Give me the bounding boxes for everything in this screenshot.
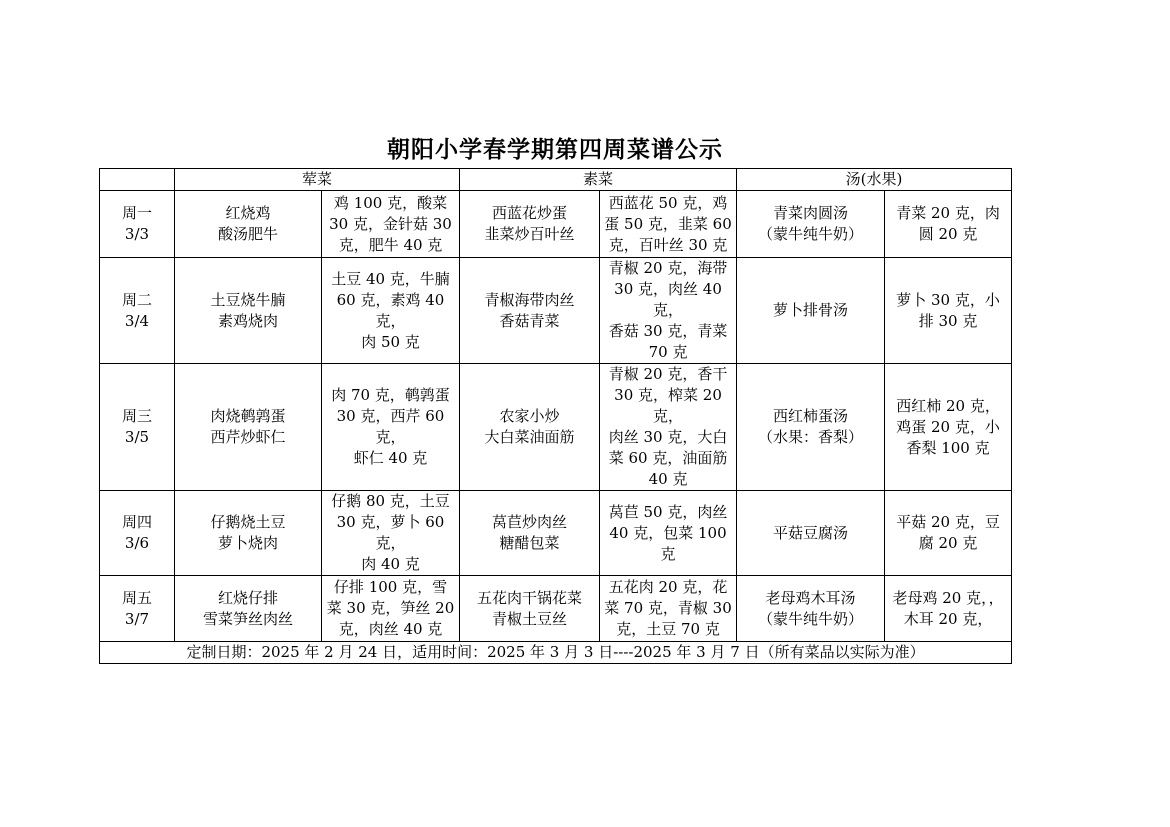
cell-line: 红烧鸡 [225,204,271,222]
cell-line: 青椒 20 克，香干 [608,365,728,383]
cell-line: 西蓝花 50 克，鸡 [608,193,728,212]
cell-line: 红烧仔排 [217,588,278,607]
cell-line: 香菇青菜 [499,311,560,330]
cell-line: 周五 [121,588,152,607]
cell-line: 克，百叶丝 30 克 [608,235,728,254]
cell-line: 青菜肉圆汤 [773,204,849,222]
meat-dishes-cell [175,364,322,491]
meat-quantity-cell [322,576,460,642]
cell-line: 莴苣炒肉丝 [492,513,568,531]
soup-dishes-cell [737,491,885,576]
page-title: 朝阳小学春学期第四周菜谱公示 [387,136,723,163]
cell-line: 周一 [121,204,152,222]
cell-line: （蒙牛纯牛奶） [758,225,864,243]
cell-line: 圆 20 克 [918,225,978,243]
cell-line: 农家小炒 [499,407,560,425]
cell-line: 克，肥牛 40 克 [338,235,443,254]
cell-line: 40 克，包菜 100 [609,523,727,542]
header-soup: 汤(水果) [737,169,1012,191]
cell-line: 青菜 20 克，肉 [896,204,1000,222]
soup-quantity-cell [885,491,1012,576]
day-cell [100,364,175,491]
meat-quantity-cell [322,491,460,576]
veg-quantity-cell [600,364,737,491]
cell-line: 西芹炒虾仁 [210,428,286,446]
header-veg: 素菜 [460,169,737,191]
cell-line: （蒙牛纯牛奶） [758,609,864,628]
cell-line: 3/5 [124,428,150,446]
cell-line: 土豆烧牛腩 [210,290,286,309]
cell-line: 菜 60 克，油面筋 [608,449,728,467]
cell-line: 西红柿蛋汤 [773,407,849,425]
cell-line: 肉 40 克 [361,555,420,573]
table-row [100,191,1012,258]
table-row [100,364,1012,491]
day-cell [100,576,175,642]
day-cell [100,491,175,576]
cell-line: 韭菜炒百叶丝 [484,225,575,243]
cell-line: 酸汤肥牛 [217,225,278,243]
day-cell [100,191,175,258]
cell-line: 肉 50 克 [361,332,420,351]
cell-line: 30 克，榨菜 20 克， [614,386,722,425]
soup-dishes-cell [737,576,885,642]
day-cell [100,258,175,364]
footer-note: 定制日期：2025 年 2 月 24 日，适用时间：2025 年 3 月 3 日----2025 年 3 月 7 日（所有菜品以实际为准） [100,642,1012,664]
cell-line: 仔鹅 80 克，土豆 [331,492,450,510]
meat-dishes-cell [175,191,322,258]
cell-line: 菜 30 克，笋丝 20 [326,599,455,617]
cell-line: 鸡蛋 20 克，小 [896,417,1000,436]
cell-line: 60 克，素鸡 40 克， [336,290,445,330]
soup-quantity-cell [885,191,1012,258]
table-row [100,258,1012,364]
veg-quantity-cell [600,258,737,364]
cell-line: 大白菜油面筋 [484,428,575,446]
cell-line: 青椒土豆丝 [492,609,568,628]
cell-line: 30 克，金针菇 30 [329,214,452,233]
meat-dishes-cell [175,576,322,642]
cell-line: 30 克，肉丝 40 克， [614,280,722,319]
cell-line: 3/4 [124,311,150,330]
cell-line: 周三 [121,407,152,425]
cell-line: 糖醋包菜 [499,534,560,552]
cell-line: 鸡 100 克，酸菜 [333,193,448,212]
cell-line: 莴苣 50 克，肉丝 [608,502,728,521]
cell-line: 克，肉丝 40 克 [338,620,443,638]
cell-line: 菜 70 克，青椒 30 [604,599,732,617]
meat-dishes-cell [175,258,322,364]
cell-line: 老母鸡木耳汤 [765,588,856,607]
cell-line: 萝卜排骨汤 [773,301,849,319]
cell-line: 西蓝花炒蛋 [492,204,568,222]
cell-line: 萝卜烧肉 [217,534,278,552]
header-meat: 荤菜 [175,169,460,191]
cell-line: 3/6 [124,534,150,552]
cell-line: 周四 [121,513,152,531]
menu-table [99,168,1012,664]
meat-dishes-cell [175,491,322,576]
cell-line: 3/7 [124,609,150,628]
soup-quantity-cell [885,576,1012,642]
cell-line: 30 克，西芹 60 克， [336,407,445,446]
cell-line: （水果：香梨） [758,428,864,446]
cell-line: 克，土豆 70 克 [616,620,720,638]
soup-quantity-cell [885,258,1012,364]
cell-line: 周二 [121,290,152,309]
cell-line: 腐 20 克 [918,534,978,552]
cell-line: 香梨 100 克 [906,438,990,457]
cell-line: 西红柿 20 克， [896,396,1000,415]
footer-row [100,642,1012,664]
soup-dishes-cell [737,191,885,258]
cell-line: 肉丝 30 克，大白 [608,428,728,446]
veg-dishes-cell [460,491,600,576]
meat-quantity-cell [322,364,460,491]
cell-line: 素鸡烧肉 [217,311,278,330]
header-day [100,169,175,191]
soup-dishes-cell [737,364,885,491]
cell-line: 木耳 20 克， [903,609,993,628]
veg-quantity-cell [600,491,737,576]
cell-line: 仔排 100 克，雪 [333,578,448,596]
cell-line: 平菇豆腐汤 [773,523,849,542]
cell-line: 3/3 [124,225,150,243]
header-row [100,169,1012,191]
cell-line: 五花肉 20 克，花 [608,578,728,596]
cell-line: 青椒 20 克，海带 [608,259,728,277]
veg-quantity-cell [600,576,737,642]
cell-line: 40 克 [648,470,688,488]
veg-dishes-cell [460,191,600,258]
cell-line: 香菇 30 克，青菜 [608,322,728,340]
veg-quantity-cell [600,191,737,258]
cell-line: 克 [660,544,676,563]
cell-line: 萝卜 30 克，小 [896,290,1000,309]
cell-line: 平菇 20 克，豆 [896,513,1000,531]
meat-quantity-cell [322,191,460,258]
cell-line: 雪菜笋丝肉丝 [202,609,293,628]
cell-line: 排 30 克 [918,311,978,330]
cell-line: 蛋 50 克，韭菜 60 [604,214,732,233]
cell-line: 五花肉干锅花菜 [477,588,583,607]
cell-line: 仔鹅烧土豆 [210,513,286,531]
cell-line: 老母鸡 20 克，， [892,588,1004,607]
cell-line: 虾仁 40 克 [353,449,428,467]
cell-line: 肉 70 克，鹌鹑蛋 [331,386,450,404]
soup-dishes-cell [737,258,885,364]
soup-quantity-cell [885,364,1012,491]
cell-line: 土豆 40 克，牛腩 [331,269,450,288]
meat-quantity-cell [322,258,460,364]
table-row [100,576,1012,642]
veg-dishes-cell [460,576,600,642]
cell-line: 30 克，萝卜 60 克， [336,513,445,552]
cell-line: 青椒海带肉丝 [484,290,575,309]
veg-dishes-cell [460,258,600,364]
table-row [100,491,1012,576]
cell-line: 肉烧鹌鹑蛋 [210,407,286,425]
cell-line: 70 克 [648,343,688,361]
veg-dishes-cell [460,364,600,491]
